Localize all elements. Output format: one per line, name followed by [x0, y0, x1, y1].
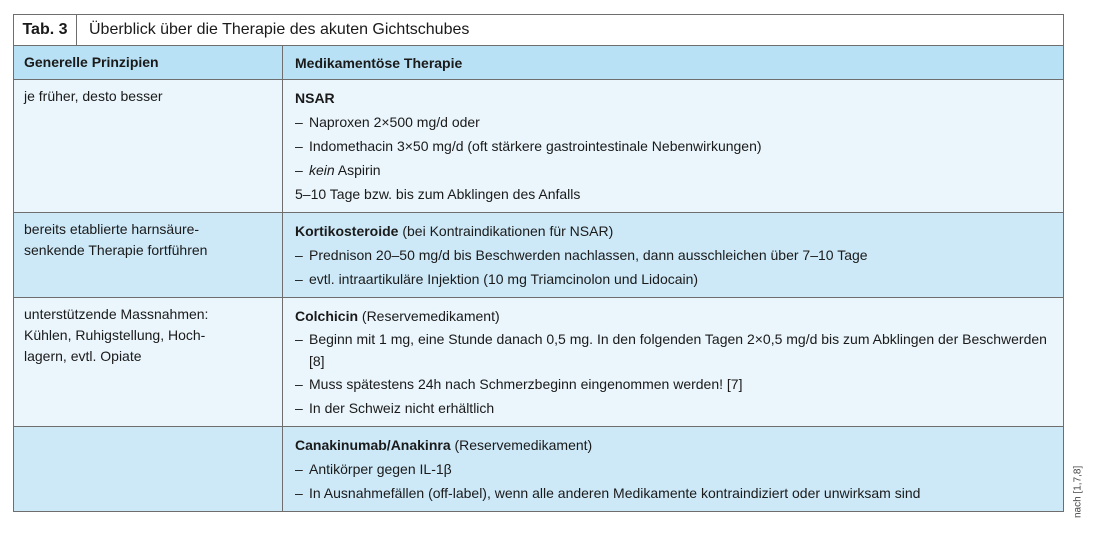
drug-note: (Reservemedikament) — [358, 308, 500, 324]
drug-heading — [295, 86, 1053, 110]
dash-marker: – — [295, 162, 303, 178]
list-item — [295, 328, 1053, 372]
drug-note: (Reservemedikament) — [450, 437, 593, 453]
list-item-text: Prednison 20–50 mg/d bis Beschwerden nachlassen, dann ausschleichen über 7–10 Tage — [309, 247, 868, 263]
drug-name: Kortikosteroide — [295, 223, 399, 239]
dash-marker: – — [295, 331, 303, 347]
list-item — [295, 243, 1053, 267]
drug-heading — [295, 433, 1053, 457]
principle-cell — [14, 427, 283, 511]
table-row-canakinumab — [14, 427, 1063, 511]
source-note: nach [1,7,8] — [1072, 465, 1084, 519]
header-principles: Generelle Prinzipien — [14, 46, 283, 79]
drug-note: (bei Kontraindikationen für NSAR) — [398, 223, 614, 239]
table-number: Tab. 3 — [14, 15, 77, 45]
dash-marker: – — [295, 138, 303, 154]
medication-cell — [283, 213, 1063, 297]
list-item-text: Muss spätestens 24h nach Schmerzbeginn eingenommen werden! [7] — [309, 376, 743, 392]
principle-cell — [14, 213, 283, 297]
list-item-text: In Ausnahmefällen (off-label), wenn alle anderen Medikamente kontraindiziert oder unwirksam sind — [309, 485, 921, 501]
table-row-colchicin — [14, 298, 1063, 427]
dash-marker: – — [295, 376, 303, 392]
kein-emphasis: kein — [309, 162, 335, 178]
principle-text: lagern, evtl. Opiate — [24, 348, 142, 364]
list-item-text: Antikörper gegen IL-1β — [309, 461, 452, 477]
dash-marker: – — [295, 114, 303, 130]
principle-cell — [14, 80, 283, 212]
duration-note: 5–10 Tage bzw. bis zum Abklingen des Anfalls — [295, 186, 581, 202]
drug-name: Canakinumab/Anakinra — [295, 437, 451, 453]
dash-marker: – — [295, 247, 303, 263]
list-item — [295, 134, 1053, 158]
dash-marker: – — [295, 485, 303, 501]
list-item-text: In der Schweiz nicht erhältlich — [309, 400, 495, 416]
list-item — [295, 372, 1053, 396]
drug-name: NSAR — [295, 90, 335, 106]
list-item — [295, 158, 1053, 182]
principle-text: Kühlen, Ruhigstellung, Hoch- — [24, 327, 206, 343]
principle-text: unterstützende Massnahmen: — [24, 306, 209, 322]
medication-cell — [283, 427, 1063, 511]
table-title: Überblick über die Therapie des akuten Gichtschubes — [89, 21, 470, 38]
principle-text: bereits etablierte harnsäure- — [24, 221, 200, 237]
list-item — [295, 110, 1053, 134]
dash-marker: – — [295, 461, 303, 477]
therapy-table — [13, 14, 1064, 512]
principle-text: senkende Therapie fortführen — [24, 242, 208, 258]
principle-text: je früher, desto besser — [24, 88, 163, 104]
table-header-row — [14, 46, 1063, 80]
dash-marker: – — [295, 400, 303, 416]
drug-heading — [295, 219, 1053, 243]
list-item-text: Indomethacin 3×50 mg/d (oft stärkere gastrointestinale Nebenwirkungen) — [309, 138, 762, 154]
dash-marker: – — [295, 271, 303, 287]
list-item — [295, 457, 1053, 481]
medication-cell — [283, 80, 1063, 212]
list-item-text: Beginn mit 1 mg, eine Stunde danach 0,5 mg. In den folgenden Tagen 2×0,5 mg/d bis zum Abklingen der Beschwerden [8] — [309, 331, 1047, 369]
drug-name: Colchicin — [295, 308, 359, 324]
list-item-text: Naproxen 2×500 mg/d oder — [309, 114, 480, 130]
header-medication: Medikamentöse Therapie — [295, 54, 463, 71]
medication-cell — [283, 298, 1063, 426]
list-item-text: evtl. intraartikuläre Injektion (10 mg Triamcinolon und Lidocain) — [309, 271, 699, 287]
list-item — [295, 481, 1053, 505]
principle-cell — [14, 298, 283, 426]
list-item — [295, 396, 1053, 420]
list-item-text: Aspirin — [334, 162, 381, 178]
list-item — [295, 267, 1053, 291]
table-row-kortikosteroide — [14, 213, 1063, 298]
table-row-nsar — [14, 80, 1063, 213]
drug-heading — [295, 304, 1053, 328]
table-title-row — [14, 15, 1063, 46]
